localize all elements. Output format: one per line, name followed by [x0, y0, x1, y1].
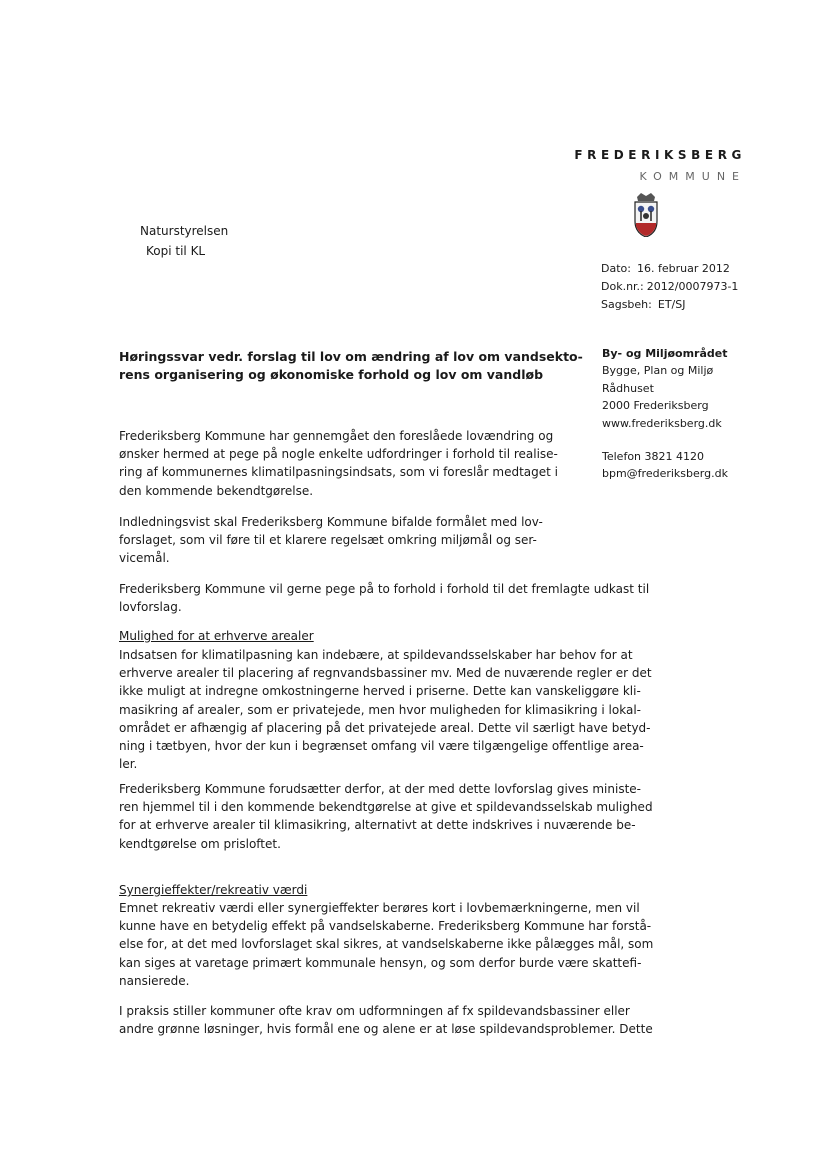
text-line: ET/SJ: [657, 298, 686, 311]
text-line: Sagsbeh:: [601, 298, 652, 311]
text-line: rens organisering og økonomiske forhold og lov om vandløb: [119, 367, 544, 383]
text-line: den kommende bekendtgørelse.: [119, 483, 314, 498]
paragraph-authority: [119, 780, 662, 853]
doc-number-line: [601, 280, 738, 293]
text-line: Indsatsen for klimatilpasning kan indebære, at spildevandsselskaber har behov for at: [119, 648, 633, 662]
text-line: 16. februar 2012: [636, 262, 730, 275]
text-line: ning i tætbyen, hvor der kun i begrænset omfang vil være tilgængelige offentlige area-: [119, 739, 644, 754]
paragraph-synergy: [119, 899, 662, 990]
text-line: området er afhængig af placering på det privatejede areal. Dette vil særligt have betyd-: [119, 720, 651, 735]
recipient-copy: Kopi til KL: [146, 244, 206, 258]
date-line: [601, 262, 730, 275]
paragraph-two-issues: [119, 580, 662, 616]
text-line: Emnet rekreativ værdi eller synergieffekter berøres kort i lovbemærkningerne, men vil: [119, 901, 640, 915]
text-line: ikke muligt at indregne omkostningerne herved i priserne. Dette kan vanskeliggøre kli-: [119, 684, 641, 699]
text-line: Indledningsvist skal Frederiksberg Kommune bifalde formålet med lov-: [119, 515, 543, 529]
department-line: 2000 Frederiksberg: [602, 399, 709, 413]
text-line: ren hjemmel til i den kommende bekendtgørelse at give et spildevandsselskab mulighed: [119, 800, 653, 815]
department-website: www.frederiksberg.dk: [602, 416, 722, 430]
text-line: erhverve arealer til placering af regnvandsbassiner mv. Med de nuværende regler er det: [119, 666, 652, 681]
section-heading-acquire-land: Mulighed for at erhverve arealer: [119, 629, 314, 643]
text-line: Frederiksberg Kommune vil gerne pege på to forhold i forhold til det fremlagte udkast til: [119, 582, 650, 596]
municipality-name: FREDERIKSBERG: [574, 148, 746, 162]
phone-number: Telefon 3821 4120: [602, 450, 704, 463]
municipality-subtitle: KOMMUNE: [639, 170, 746, 183]
paragraph-intro: [119, 427, 662, 500]
section-heading-synergy: Synergieffekter/rekreativ værdi: [119, 883, 308, 897]
email-address: bpm@frederiksberg.dk: [602, 467, 728, 481]
text-line: Frederiksberg Kommune har gennemgået den foreslåede lovændring og: [119, 429, 554, 443]
text-line: masikring af arealer, som er privatejede, men hvor muligheden for klimasikring i lokal-: [119, 702, 641, 717]
text-line: 2012/0007973-1: [646, 280, 739, 293]
paragraph-acquire-land: [119, 646, 662, 773]
text-line: I praksis stiller kommuner ofte krav om udformningen af fx spildevandsbassiner eller: [119, 1004, 630, 1018]
text-line: vicemål.: [119, 551, 170, 566]
text-line: ønsker hermed at pege på nogle enkelte udfordringer i forhold til realise-: [119, 447, 558, 462]
case-handler-line: [601, 298, 685, 311]
text-line: kan siges at varetage primært kommunale hensyn, og som derfor burde være skattefi-: [119, 955, 642, 970]
text-line: andre grønne løsninger, hvis formål ene og alene er at løse spildevandsproblemer. Dette: [119, 1022, 653, 1037]
text-line: forslaget, som vil føre til et klarere regelsæt omkring miljømål og ser-: [119, 533, 537, 548]
department-name: By- og Miljøområdet: [602, 347, 728, 360]
text-line: lovforslag.: [119, 600, 182, 615]
text-line: ring af kommunernes klimatilpasningsindsats, som vi foreslår medtaget i: [119, 465, 558, 480]
paragraph-purpose: [119, 513, 662, 568]
text-line: for at erhverve arealer til klimasikring, alternativt at dette indskrives i nuværende be-: [119, 818, 636, 833]
text-line: else for, at det med lovforslaget skal sikres, at vandselskaberne ikke pålægges mål, som: [119, 937, 654, 952]
text-line: Høringssvar vedr. forslag til lov om ændring af lov om vandsekto-: [119, 349, 583, 364]
paragraph-practice: [119, 1002, 662, 1038]
municipal-coat-of-arms-icon: [633, 193, 659, 237]
text-line: nansierede.: [119, 973, 190, 988]
letter-subject: [119, 348, 589, 385]
recipient-name: Naturstyrelsen: [140, 224, 229, 238]
department-line: Bygge, Plan og Miljø: [602, 364, 714, 378]
text-line: Dok.nr.:: [601, 280, 644, 293]
text-line: Frederiksberg Kommune forudsætter derfor, at der med dette lovforslag gives ministe-: [119, 782, 641, 796]
text-line: Dato:: [601, 262, 631, 275]
text-line: kendtgørelse om prisloftet.: [119, 836, 281, 851]
text-line: kunne have en betydelig effekt på vandselskaberne. Frederiksberg Kommune har forstå-: [119, 919, 652, 934]
department-line: Rådhuset: [602, 381, 654, 395]
text-line: ler.: [119, 757, 138, 772]
department-block: [602, 345, 728, 432]
